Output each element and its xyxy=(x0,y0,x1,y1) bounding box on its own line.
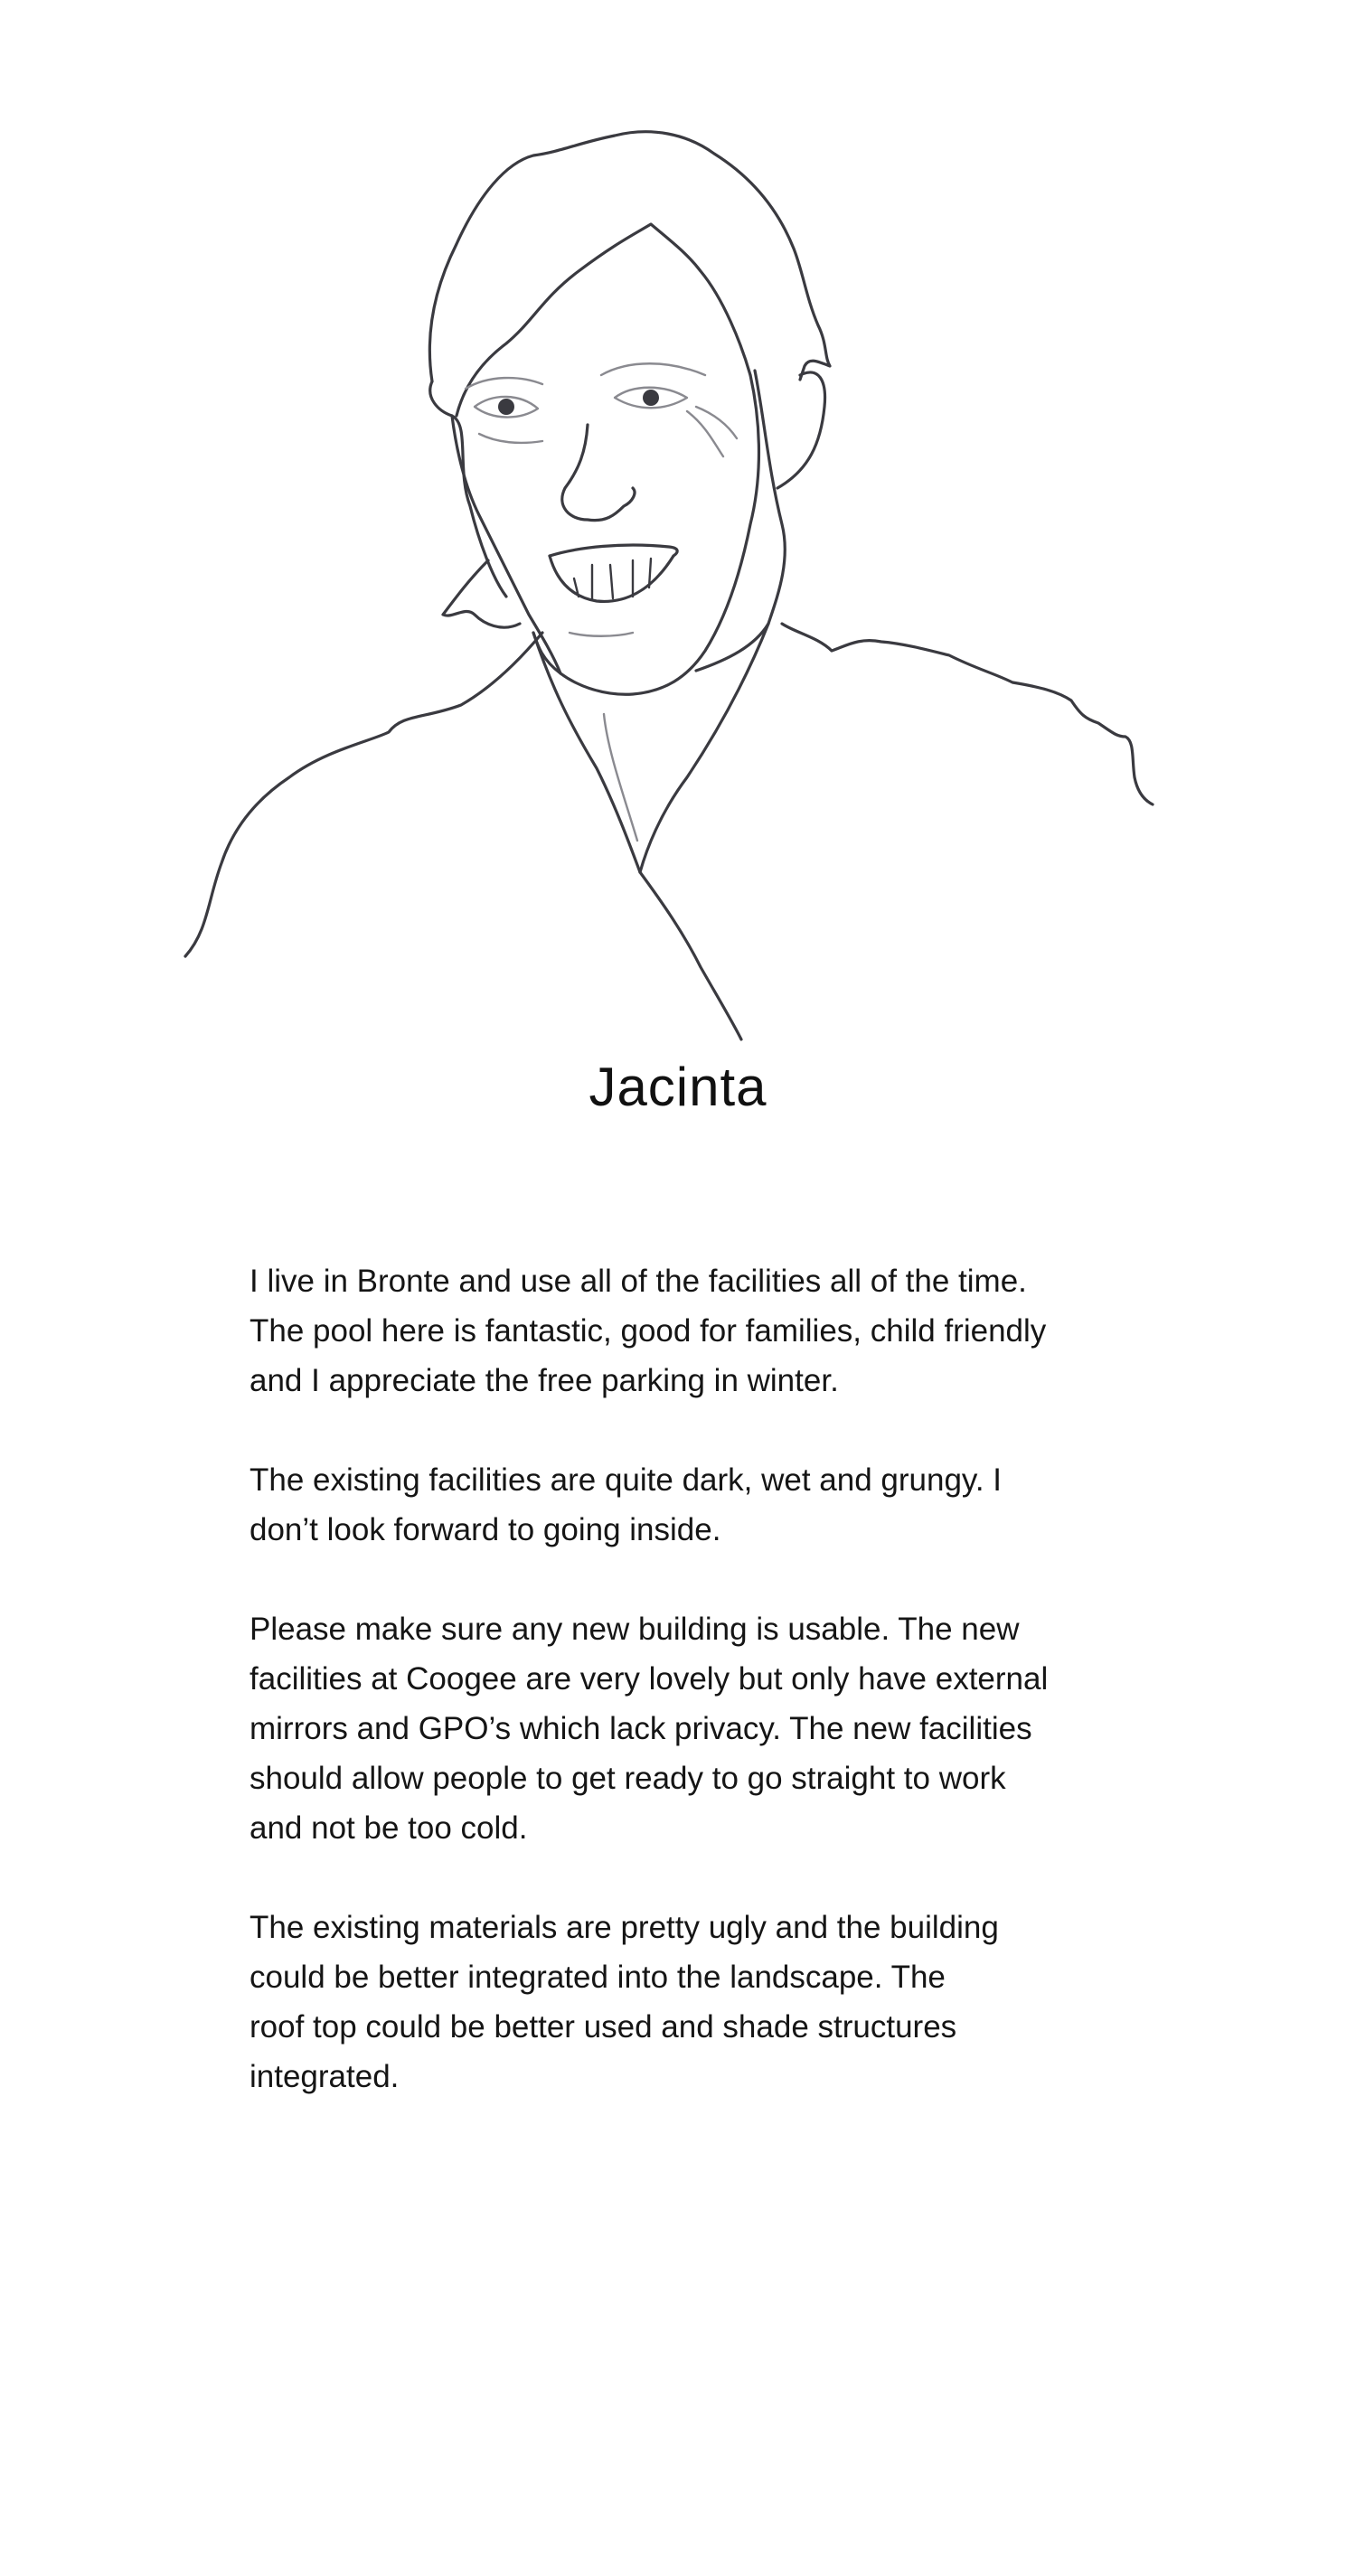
right-eyebrow xyxy=(601,363,705,375)
portrait-illustration xyxy=(0,0,1356,1048)
shoulder-left xyxy=(185,633,542,956)
testimonial-paragraph-2: The existing facilities are quite dark, wet and grungy. I don’t look forward to going inside. xyxy=(250,1462,1003,1547)
person-name: Jacinta xyxy=(589,1057,767,1117)
ear xyxy=(777,372,825,488)
left-eyebrow xyxy=(466,378,542,389)
hair-outline xyxy=(429,132,830,381)
left-pupil xyxy=(498,399,514,415)
shoulder-right xyxy=(782,624,1153,804)
mouth-upper xyxy=(550,545,677,556)
testimonial-text xyxy=(250,1256,1135,2151)
testimonial-paragraph-3: Please make sure any new building is usable. The new facilities at Coogee are very lovely but only have external mirrors and GPO’s which lack privacy. The new facilities should allow people to get ready to go straight to work and not be too cold. xyxy=(250,1612,1049,1846)
collar-left xyxy=(533,633,640,872)
jaw-left xyxy=(452,416,560,673)
right-pupil xyxy=(643,390,659,406)
nose xyxy=(562,425,635,521)
collar-right xyxy=(640,624,768,872)
hairline xyxy=(457,224,750,416)
testimonial-paragraph-4: The existing materials are pretty ugly and the building could be better integrated into the landscape. The roof top could be better used and shade structures integrated. xyxy=(250,1910,999,2094)
testimonial-paragraph-1: I live in Bronte and use all of the facilities all of the time. The pool here is fantastic, good for families, child friendly and I appreciate the free parking in winter. xyxy=(250,1264,1047,1398)
face-right-edge xyxy=(533,375,758,694)
eye-wrinkles xyxy=(479,407,737,456)
hair-right-strand xyxy=(696,371,785,671)
woman-portrait-sketch-icon xyxy=(0,0,1356,1048)
lapel-right xyxy=(640,872,741,1039)
